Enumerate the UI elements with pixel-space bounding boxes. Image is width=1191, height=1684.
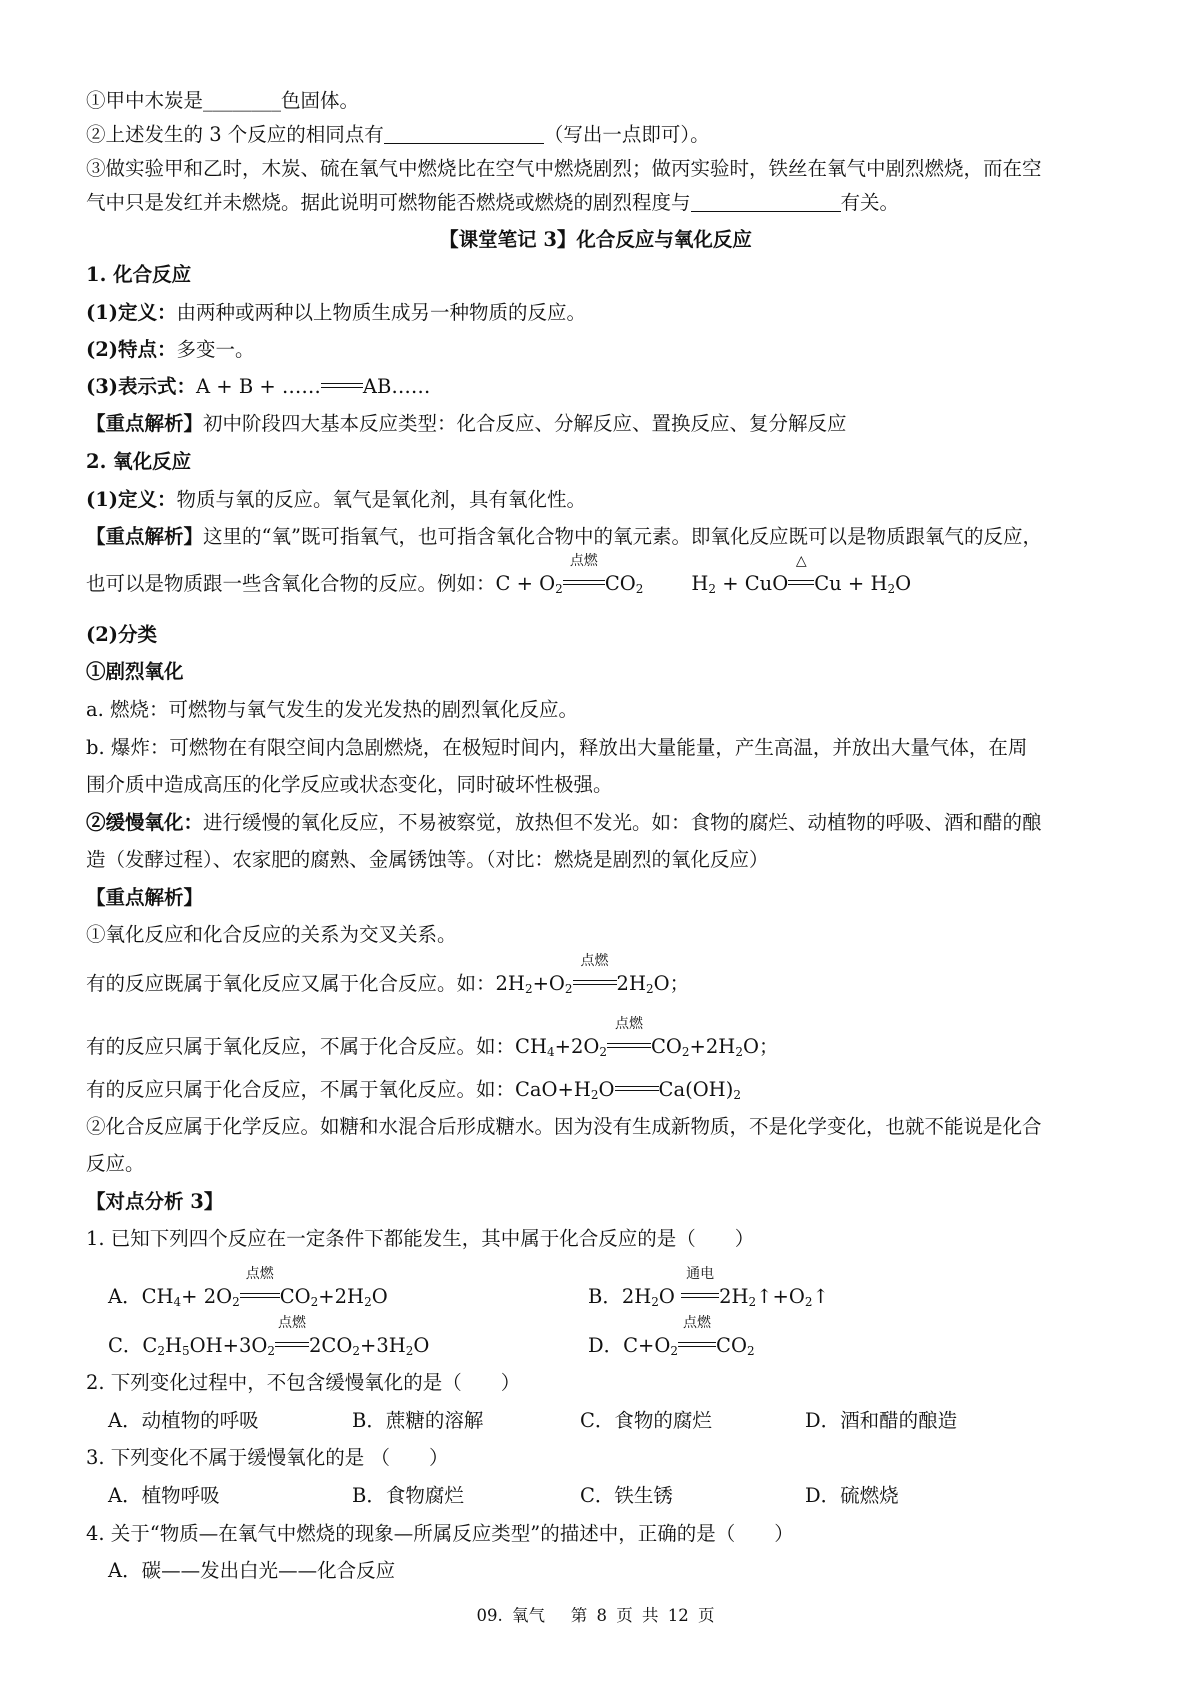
label: (1)定义：	[86, 301, 177, 324]
example-combination-only	[86, 1077, 741, 1103]
text: 多变一。	[176, 338, 255, 361]
text: 进行缓慢的氧化反应，不易被察觉，放热但不发光。如：食物的腐烂、动植物的呼吸、酒和醋的酿	[203, 811, 1042, 834]
q2-text-end: （写出一点即可）。	[543, 123, 710, 146]
fierce-oxidation: ①剧烈氧化	[86, 660, 184, 683]
exercise-2: 2. 下列变化过程中，不包含缓慢氧化的是（ ）	[86, 1371, 521, 1394]
exercise-4-option-a[interactable]: A．碳——发出白光——化合反应	[108, 1559, 396, 1582]
section-title: 【课堂笔记 3】化合反应与氧化反应	[439, 228, 752, 251]
sugar-line-2: 反应。	[86, 1152, 145, 1175]
exercise-1-option-d[interactable]: D．$C+O_2$ 点燃 $CO_2$	[588, 1315, 755, 1358]
key-point-2-cont	[86, 553, 912, 597]
q3-text-end: 有关。	[840, 191, 900, 214]
equation: $CH_4+2O_2$ 点燃 $CO_2+2H_2O$；	[515, 1016, 779, 1059]
text: 由两种或两种以上物质生成另一种物质的反应。	[176, 301, 587, 324]
question-2	[86, 122, 710, 148]
answer-blank[interactable]	[691, 191, 841, 212]
combustion: a. 燃烧：可燃物与氧气发生的发光发热的剧烈氧化反应。	[86, 698, 579, 721]
equation: $CaO+H_2O$ $Ca(OH)_2$	[515, 1078, 741, 1102]
sugar-line-1: ②化合反应属于化学反应。如糖和水混合后形成糖水。因为没有生成新物质，不是化学变化，也就不能说是化合	[86, 1115, 1042, 1138]
equation-c-o2: $C + O_2$ 点燃 $CO_2$	[495, 553, 644, 596]
key-point-2	[86, 524, 1042, 550]
q3-text: 气中只是发红并未燃烧。据此说明可燃物能否燃烧或燃烧的剧烈程度与	[86, 191, 691, 214]
expr-left: A + B + ……	[196, 375, 321, 398]
question-1: ①甲中木炭是________色固体。	[86, 89, 360, 112]
heading-oxidation: 2. 氧化反应	[86, 450, 192, 473]
text: 有的反应既属于氧化反应又属于化合反应。如：	[86, 972, 496, 995]
slow-oxidation-line-2: 造（发酵过程）、农家肥的腐熟、金属锈蚀等。（对比：燃烧是剧烈的氧化反应）	[86, 848, 769, 871]
q2-text: ②上述发生的 3 个反应的相同点有	[86, 123, 384, 146]
definition-2	[86, 487, 586, 513]
label: ②缓慢氧化：	[86, 811, 204, 834]
exercise-2-option-d[interactable]: D．酒和醋的酿造	[805, 1409, 958, 1432]
label: 【重点解析】	[86, 412, 204, 435]
exercise-3: 3. 下列变化不属于缓慢氧化的是 （ ）	[86, 1446, 449, 1469]
explosion-line-2: 围介质中造成高压的化学反应或状态变化，同时破坏性极强。	[86, 773, 613, 796]
equation-h2-cuo: $H_2$ + CuO △ $Cu + H_2O$	[691, 553, 912, 596]
classification: (2)分类	[86, 623, 158, 646]
text: 初中阶段四大基本反应类型：化合反应、分解反应、置换反应、复分解反应	[203, 412, 847, 435]
question-3-line-2	[86, 190, 899, 216]
exercise-title: 【对点分析 3】	[86, 1190, 224, 1213]
heading-combination: 1. 化合反应	[86, 263, 192, 286]
exercise-3-option-b[interactable]: B．食物腐烂	[352, 1484, 464, 1507]
key-point-3: 【重点解析】	[86, 886, 204, 909]
label: (3)表示式：	[86, 375, 197, 398]
exercise-1: 1. 已知下列四个反应在一定条件下都能发生，其中属于化合反应的是（ ）	[86, 1227, 755, 1250]
exercise-1-option-a[interactable]: A．$CH_4+ 2O_2$ 点燃 $CO_2+2H_2O$	[108, 1266, 388, 1309]
explosion-line-1: b. 爆炸：可燃物在有限空间内急剧燃烧，在极短时间内，释放出大量能量，产生高温，并放出大量气体，在周	[86, 736, 1028, 759]
text: 物质与氧的反应。氧气是氧化剂，具有氧化性。	[176, 488, 587, 511]
text: 也可以是物质跟一些含氧化合物的反应。例如：	[86, 572, 496, 595]
exercise-2-option-c[interactable]: C．食物的腐烂	[580, 1409, 712, 1432]
example-both	[86, 953, 690, 997]
exercise-4: 4. 关于“物质—在氧气中燃烧的现象—所属反应类型”的描述中，正确的是（ ）	[86, 1522, 794, 1545]
expression	[86, 374, 430, 400]
equals-sign	[321, 374, 363, 400]
key-point-1	[86, 411, 847, 437]
label: 【重点解析】	[86, 525, 204, 548]
equation: $2H_2+O_2$ 点燃 $2H_2O$；	[495, 953, 690, 996]
exercise-2-option-b[interactable]: B．蔗糖的溶解	[352, 1409, 484, 1432]
page-footer: 09. 氧气 第 8 页 共 12 页	[476, 1606, 715, 1625]
answer-blank[interactable]	[384, 123, 544, 144]
feature	[86, 337, 255, 363]
example-oxidation-only	[86, 1016, 779, 1060]
text-a: 有的反应只属于氧	[86, 1035, 243, 1058]
exercise-3-option-c[interactable]: C．铁生锈	[580, 1484, 673, 1507]
text: 有的反应只属于化合反应，不属于氧化反应。如：	[86, 1078, 516, 1101]
exercise-1-option-c[interactable]: C．$C_2H_5OH+3O_2$ 点燃 $2CO_2+3H_2O$	[108, 1315, 430, 1358]
exercise-2-option-a[interactable]: A．动植物的呼吸	[108, 1409, 259, 1432]
slow-oxidation-line-1	[86, 810, 1042, 836]
label: (2)特点：	[86, 338, 177, 361]
relation: ①氧化反应和化合反应的关系为交叉关系。	[86, 923, 457, 946]
expr-right: AB……	[362, 375, 431, 398]
label: (1)定义：	[86, 488, 177, 511]
text-b: 化反应，不属于化合反应。如：	[242, 1035, 516, 1058]
exercise-3-option-a[interactable]: A．植物呼吸	[108, 1484, 220, 1507]
exercise-3-option-d[interactable]: D．硫燃烧	[805, 1484, 899, 1507]
question-3-line-1: ③做实验甲和乙时，木炭、硫在氧气中燃烧比在空气中燃烧剧烈；做丙实验时，铁丝在氧气中剧烈燃烧，而在空	[86, 157, 1042, 180]
definition-1	[86, 300, 586, 326]
text: 这里的“氧”既可指氧气，也可指含氧化合物中的氧元素。即氧化反应既可以是物质跟氧气的反应，	[203, 525, 1042, 548]
exercise-1-option-b[interactable]: B．$2H_2O$ 通电 $2H_2↑+O_2↑$	[588, 1266, 829, 1309]
